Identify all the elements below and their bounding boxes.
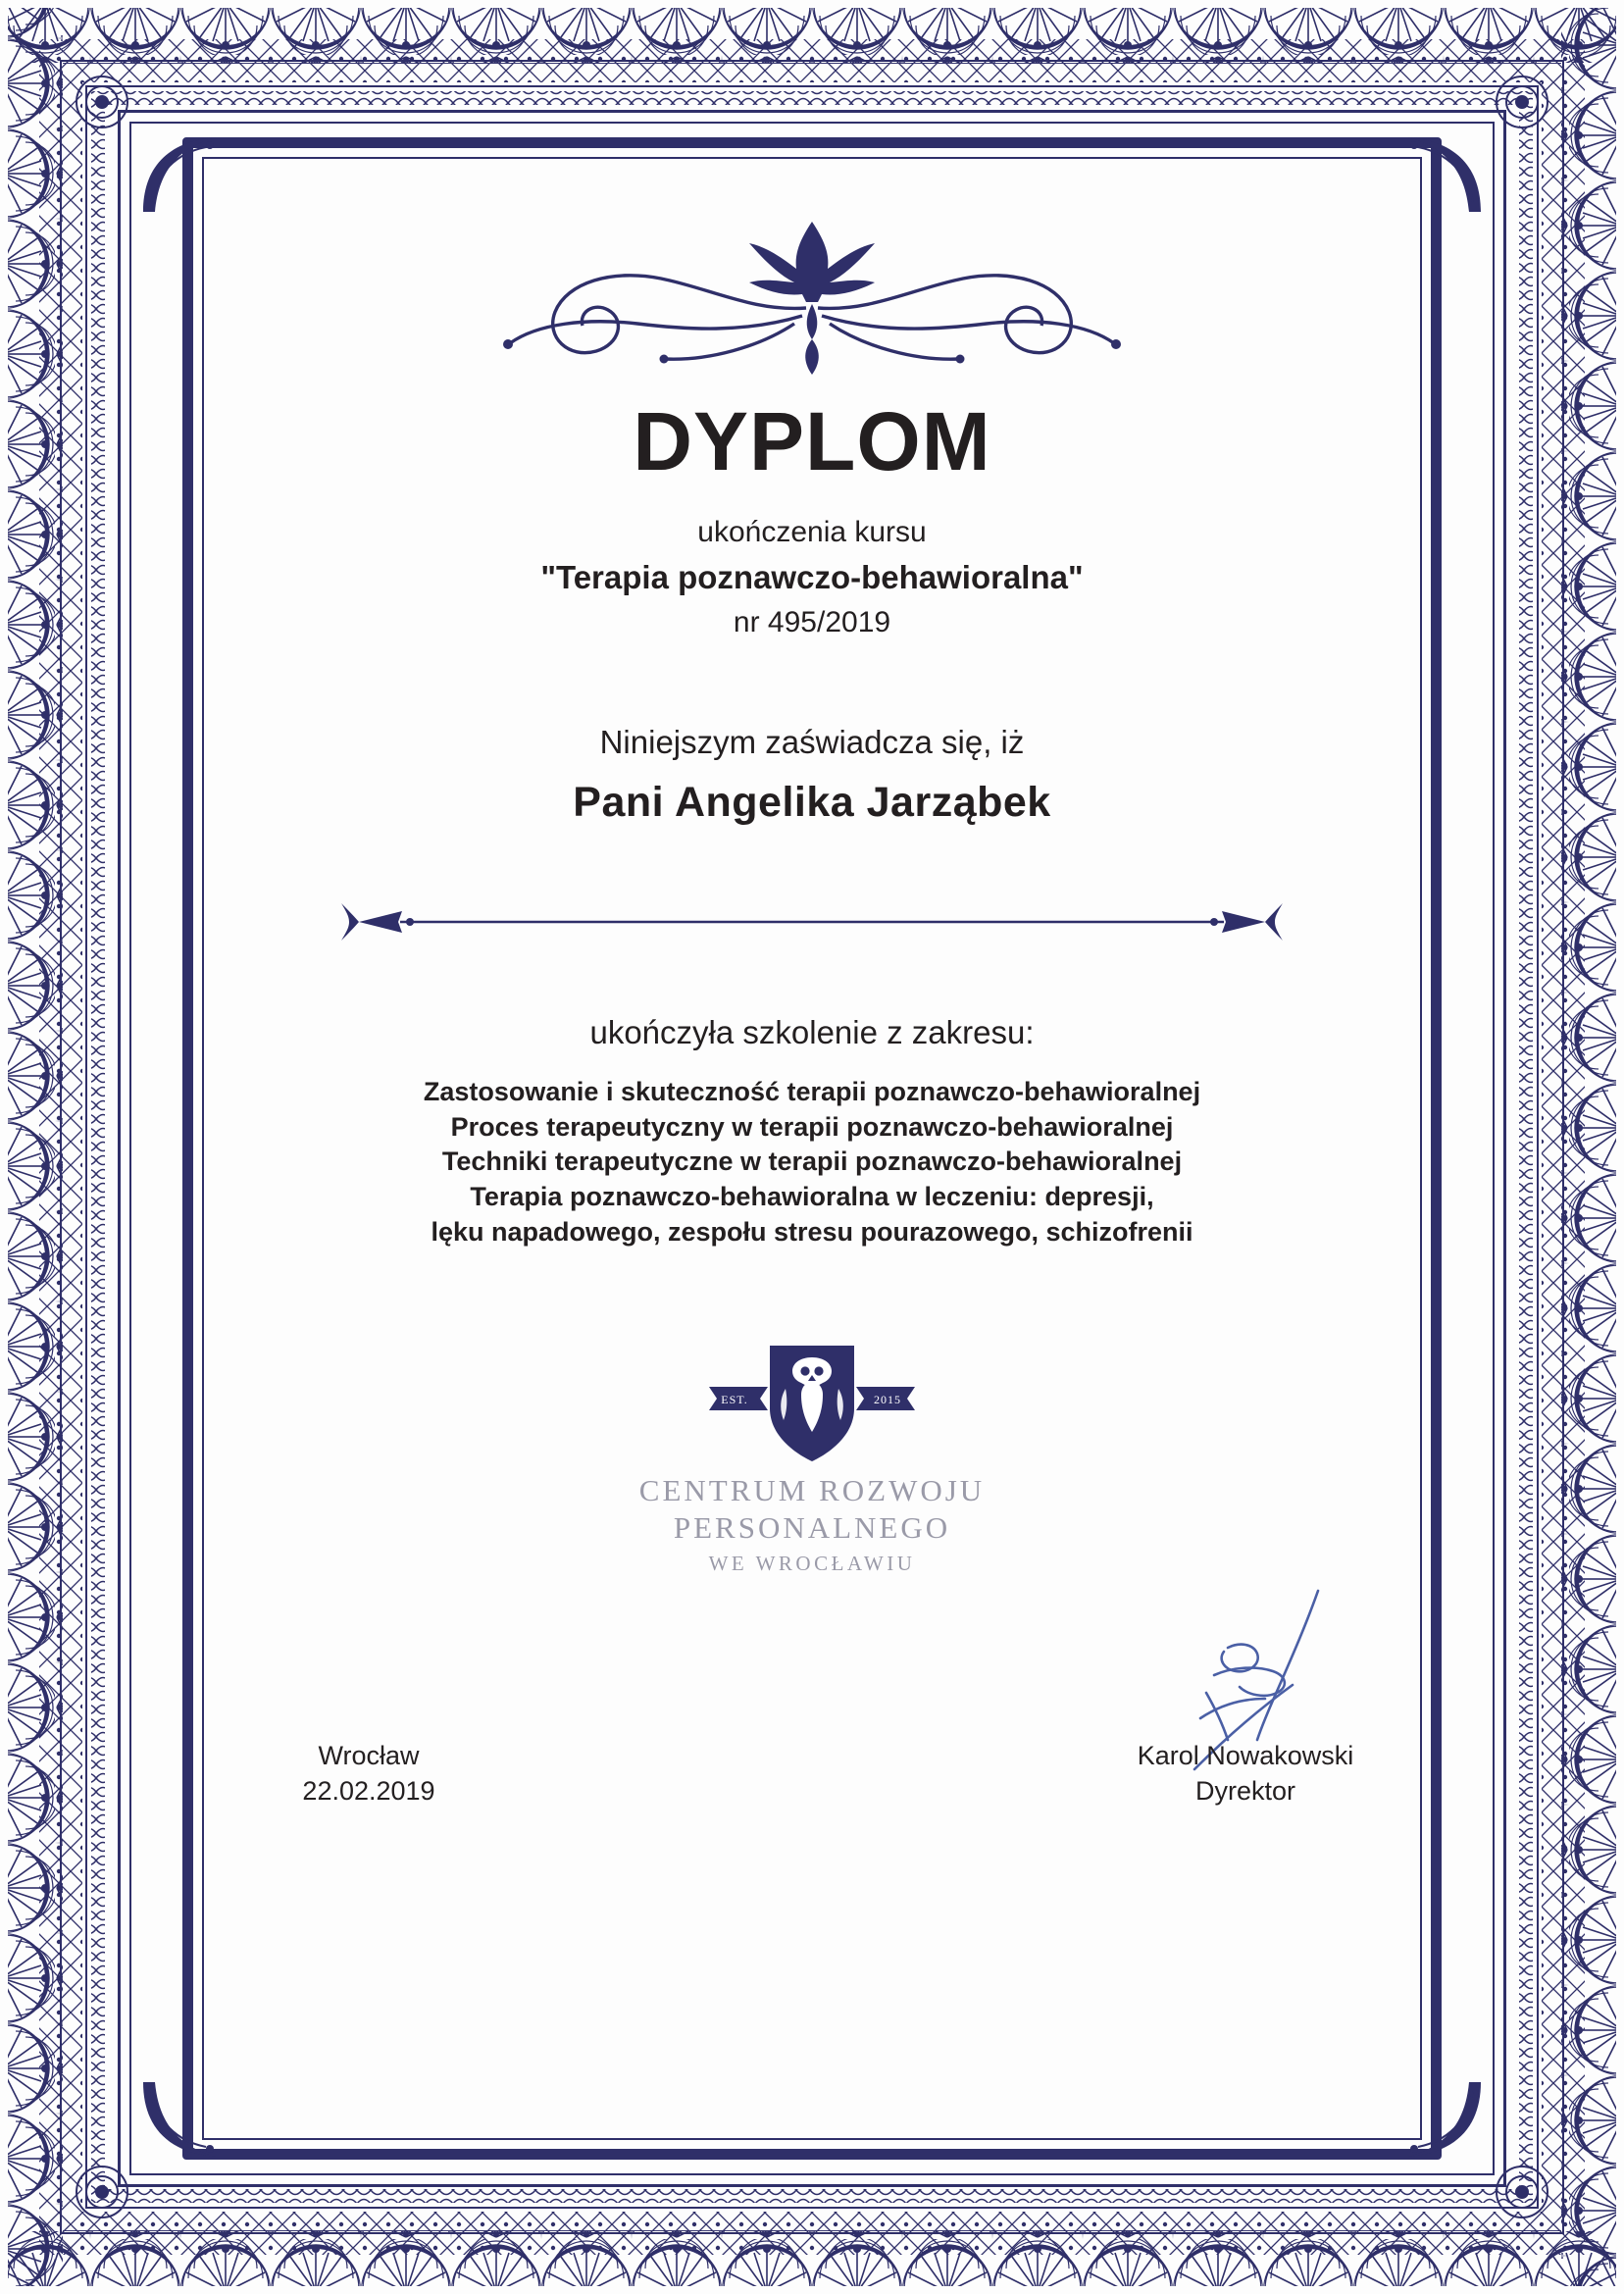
module-item: Terapia poznawczo-behawioralna w leczeniu: depresji, bbox=[470, 1181, 1154, 1211]
subtitle-course-label: ukończenia kursu bbox=[697, 516, 927, 548]
course-name: "Terapia poznawczo-behawioralna" bbox=[540, 559, 1084, 595]
svg-text:2015: 2015 bbox=[874, 1393, 901, 1407]
logo-line-1: CENTRUM ROZWOJU bbox=[638, 1473, 986, 1508]
svg-text:EST.: EST. bbox=[721, 1393, 748, 1407]
place: Wrocław bbox=[318, 1741, 420, 1770]
recipient-name: Pani Angelika Jarząbek bbox=[573, 779, 1051, 826]
logo-line-3: WE WROCŁAWIU bbox=[708, 1552, 916, 1576]
signer-info bbox=[1098, 1738, 1393, 1810]
owl-shield-icon bbox=[699, 1338, 925, 1465]
logo-wordmark bbox=[639, 1473, 985, 1576]
completion-intro: ukończyła szkolenie z zakresu: bbox=[589, 1014, 1035, 1050]
divider-ornament-icon bbox=[341, 899, 1283, 944]
course-number: nr 495/2019 bbox=[733, 606, 891, 638]
organization-logo bbox=[202, 1338, 1422, 1576]
page-title: DYPLOM bbox=[633, 395, 991, 487]
module-item: Proces terapeutyczny w terapii poznawczo-behawioralnej bbox=[450, 1111, 1174, 1142]
module-item: Zastosowanie i skuteczność terapii poznawczo-behawioralnej bbox=[423, 1077, 1201, 1106]
module-list bbox=[202, 1075, 1422, 1249]
place-and-date bbox=[261, 1738, 477, 1810]
top-ornament-icon bbox=[430, 214, 1194, 385]
signer-role: Dyrektor bbox=[1194, 1776, 1295, 1807]
logo-line-2: PERSONALNEGO bbox=[673, 1510, 951, 1546]
module-item: lęku napadowego, zespołu stresu pourazowego, schizofrenii bbox=[431, 1216, 1193, 1247]
certificate-footer bbox=[202, 1701, 1422, 1818]
attestation-text: Niniejszym zaświadcza się, iż bbox=[599, 724, 1025, 760]
certificate-content bbox=[202, 157, 1422, 2140]
signer-name: Karol Nowakowski bbox=[1137, 1741, 1354, 1770]
signature-block bbox=[1098, 1701, 1393, 1810]
date: 22.02.2019 bbox=[302, 1776, 435, 1807]
module-item: Techniki terapeutyczne w terapii poznawczo-behawioralnej bbox=[441, 1147, 1183, 1177]
